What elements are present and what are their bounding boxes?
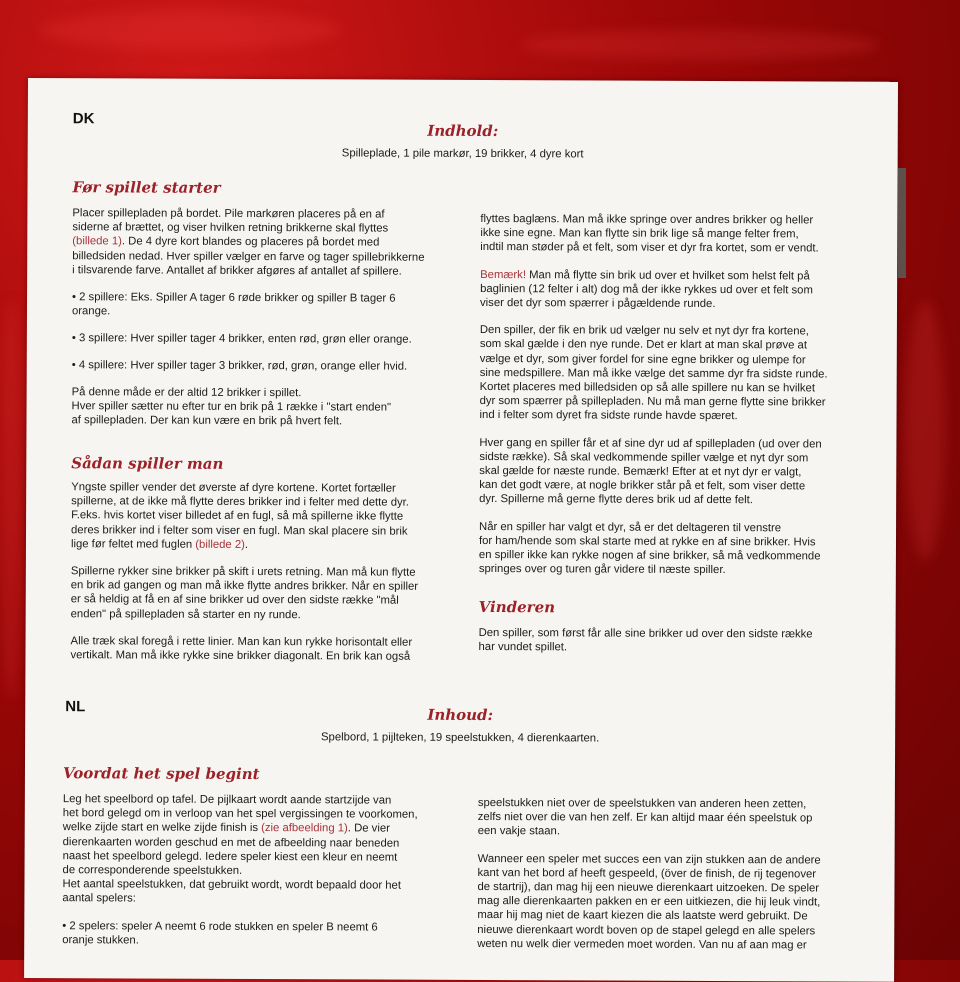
dk-right-p3: Den spiller, der fik en brik ud vælger nu selv et nyt dyr fra kortene, som skal gælde i den nye runde. Det er klart at man skal prøve at vælge et dyr, som giver fordel for sine egne brikker og ulempe for sine medspillere. Man må ikke vælge det samme dyr fra sidste runde. Kortet placeres med billedsiden op så alle spillere nu kan se hvilket dyr som spærrer på spillepladen. Nu må man gerne flytte sine brikker ind i felter som dyret fra sidste runde havde spæret. xyxy=(479,324,828,423)
dk-play-p1: Yngste spiller vender det øverste af dyre kortene. Kortet fortæller spillerne, at de ikke må flytte deres brikker ind i felter med dette dyr. F.eks. hvis kortet viser billedet af en fugl, så må spillerne ikke flytte deres brikker ind i felter som viser en fugl. Man skal placere sin brik lige før feltet med fuglen (billede 2). xyxy=(70,481,409,551)
dk-contents-title: Indhold: xyxy=(427,121,499,141)
page-tab-edge xyxy=(898,168,906,278)
dk-right-column xyxy=(479,212,873,582)
dk-right-p4: Hver gang en spiller får et af sine dyr ud af spillepladen (ud over den sidste række). Så skal vedkommende spiller vælge et nyt dyr som skal gælde for næste runde. Bemærk! Efter at et nyt dyr er valgt, kan det godt være, at nogle brikker står på et felt, som viser dette dyr. Spillerne må gerne flytte deres brik ud af dette felt. xyxy=(479,436,822,507)
dk-right-p1: flyttes baglæns. Man må ikke springe over andres brikker og heller ikke sine egne. Man kan flytte sin brik lige så mange felter frem, indtil man støder på et felt, som viser et dyr fra kortet, som er vendt. xyxy=(480,212,819,255)
nl-setup-title: Voordat het spel begint xyxy=(62,764,260,784)
dk-winner-title: Vinderen xyxy=(478,597,556,617)
nl-right-column xyxy=(477,796,870,966)
dk-winner-column xyxy=(478,626,870,669)
dk-play-title: Sådan spiller man xyxy=(71,454,224,473)
nl-right-p2: Wanneer een speler met succes een van zijn stukken aan de andere kant van het bord af heeft gespeeld, (över de finish, de rij tegenover de startrij), dan mag hij een nieuwe dierenkaart uitzoeken. De speler mag alle dierenkaarten pakken en er een uitkiezen, die hij leuk vindt, maar hij mag niet de kaart kiezen die als laatste werd gebruikt. De nieuwe dierenkaart wordt boven op de stapel gelegd en alle spelers weten nu welk dier vermeden moet worden. Van nu af aan mag er xyxy=(477,852,821,952)
dk-left-column xyxy=(71,206,462,442)
nl-setup-p2: • 2 spelers: speler A neemt 6 rode stukken en speler B neemt 6 oranje stukken. xyxy=(62,919,378,947)
dk-right-p5: Når en spiller har valgt et dyr, så er det deltageren til venstre for ham/hende som skal starte med at rykke en af sine brikker. Hvis en spiller ikke kan rykke nogen af sine brikker, så må vedkommende springes over og turen går videre til næste spiller. xyxy=(478,520,821,577)
dk-setup-title: Før spillet starter xyxy=(72,178,221,197)
nl-left-column xyxy=(62,792,453,962)
dk-play-p3: Alle træk skal foregå i rette linier. Man kan kun rykke horisontalt eller vertikalt. Man må ikke rykke sine brikker diagonalt. En brik kan også xyxy=(70,635,413,663)
dk-setup-p5: På denne måde er der altid 12 brikker i spillet. Hver spiller sætter nu efter tur en brik på 1 række i "start enden" af spillepladen. Der kan kun være en brik på hvert felt. xyxy=(71,386,392,428)
dk-play-column xyxy=(70,480,461,677)
dk-right-p6: Den spiller, som først får alle sine brikker ud over den sidste række har vundet spillet. xyxy=(478,626,813,654)
nl-right-p1: speelstukken niet over de speelstukken van anderen heen zetten, zelfs niet over die van hen zelf. Er kan altijd maar één speelstuk op een vakje staan. xyxy=(477,796,813,838)
dk-right-p2: Bemærk! Man må flytte sin brik ud over et hvilket som helst felt på baglinien (12 felter i alt) dog må der ikke rykkes ud over et felt som viser det dyr som spærrer i pågældende runde. xyxy=(479,268,813,311)
lang-label-nl: NL xyxy=(65,698,86,716)
dk-setup-p3: • 3 spillere: Hver spiller tager 4 brikker, enten rød, grøn eller orange. xyxy=(71,332,412,347)
lang-label-dk: DK xyxy=(72,110,95,128)
dk-setup-p4: • 4 spillere: Hver spiller tager 3 brikker, rød, grøn, orange eller hvid. xyxy=(71,358,408,373)
dk-setup-p2: • 2 spillere: Eks. Spiller A tager 6 røde brikker og spiller B tager 6 orange. xyxy=(71,291,396,318)
nl-setup-p1: Leg het speelbord op tafel. De pijlkaart wordt aande startzijde van het bord gelegd om in verloop van het spel vergissingen te voorkomen, welke zijde start en welke zijde finish is (zie afbeelding 1). De vier dierenkaarten worden geschud en met de afbeelding naar beneden naast het speelbord gelegd. Iedere speler kiest een kleur en neemt de corresponderende speelstukken. Het aantal speelstukken, dat gebruikt wordt, wordt bepaald door het aantal spelers: xyxy=(62,793,418,905)
nl-contents-line: Spelbord, 1 pijlteken, 19 speelstukken, 4 dierenkaarten. xyxy=(320,731,600,745)
instruction-sheet xyxy=(24,78,898,982)
nl-contents-title: Inhoud: xyxy=(427,705,494,725)
dk-contents-line: Spilleplade, 1 pile markør, 19 brikker, 4 dyre kort xyxy=(341,147,584,161)
dk-play-p2: Spillerne rykker sine brikker på skift i urets retning. Man må kun flytte en brik ad gangen og man må ikke flytte andres brikker. Når en spiller er så heldig at få en af sine brikker ud over den sidste række "mål enden" på spillepladen så starter en ny runde. xyxy=(70,565,419,621)
dk-setup-p1: Placer spillepladen på bordet. Pile markøren placeres på en af siderne af brættet, og viser hvilken retning brikkerne skal flyttes (billede 1). De 4 dyre kort blandes og placeres på bordet med billedsiden nedad. Hver spiller vælger en farve og tager spillebrikkerne i tilsvarende farve. Antallet af brikker afgøres af antallet af spillere. xyxy=(72,207,425,278)
